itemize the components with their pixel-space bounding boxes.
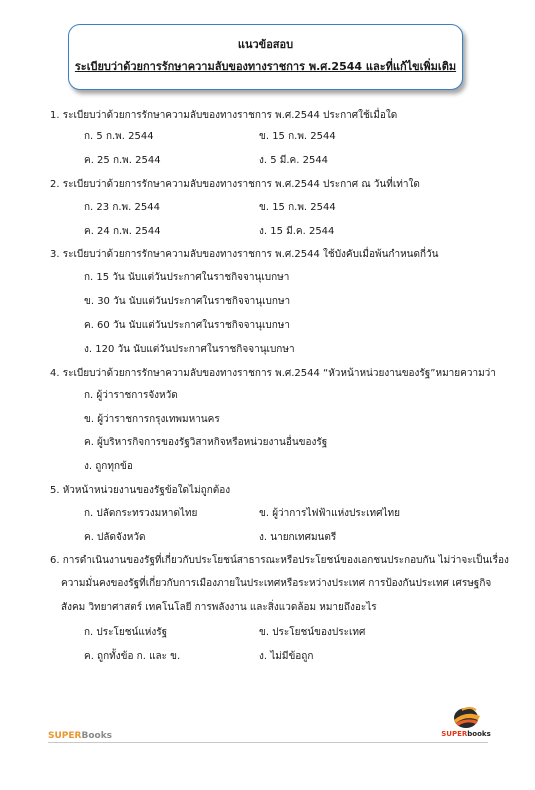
option-2a[interactable]: ก. 23 ก.พ. 2544 xyxy=(84,202,160,213)
option-1c[interactable]: ค. 25 ก.พ. 2544 xyxy=(84,155,161,166)
question-3: 3. ระเบียบว่าด้วยการรักษาความลับของทางราชการ พ.ศ.2544 ใช้บังคับเมื่อพ้นกำหนดกี่วัน xyxy=(50,249,439,260)
option-1b[interactable]: ข. 15 ก.พ. 2544 xyxy=(259,131,336,142)
option-2b[interactable]: ข. 15 ก.พ. 2544 xyxy=(259,202,336,213)
question-5: 5. หัวหน้าหน่วยงานของรัฐข้อใดไม่ถูกต้อง xyxy=(50,485,231,496)
superbooks-logo xyxy=(440,704,492,740)
question-4: 4. ระเบียบว่าด้วยการรักษาความลับของทางราชการ พ.ศ.2544 “หัวหน้าหน่วยงานของรัฐ”หมายความว่า xyxy=(50,368,496,379)
option-3a[interactable]: ก. 15 วัน นับแต่วันประกาศในราชกิจจานุเบกษา xyxy=(84,272,290,283)
option-1d[interactable]: ง. 5 มี.ค. 2544 xyxy=(259,155,329,166)
option-3c[interactable]: ค. 60 วัน นับแต่วันประกาศในราชกิจจานุเบกษา xyxy=(84,320,291,331)
footer-brand xyxy=(48,731,112,741)
option-2d[interactable]: ง. 15 มี.ค. 2544 xyxy=(259,226,335,237)
option-5b[interactable]: ข. ผู้ว่าการไฟฟ้าแห่งประเทศไทย xyxy=(259,508,400,519)
option-4a[interactable]: ก. ผู้ว่าราชการจังหวัด xyxy=(84,390,178,401)
option-4b[interactable]: ข. ผู้ว่าราชการกรุงเทพมหานคร xyxy=(84,414,220,425)
page-subtitle: ระเบียบว่าด้วยการรักษาความลับของทางราชการ พ.ศ.2544 และที่แก้ไขเพิ่มเติม xyxy=(74,60,457,73)
question-6-line-3: สังคม วิทยาศาสตร์ เทคโนโลยี การพลังงาน และสิ่งแวดล้อม หมายถึงอะไร xyxy=(61,602,377,613)
footer-brand-rest: Books xyxy=(81,731,113,741)
option-3b[interactable]: ข. 30 วัน นับแต่วันประกาศในราชกิจจานุเบกษา xyxy=(84,296,291,307)
option-6d[interactable]: ง. ไม่มีข้อถูก xyxy=(259,651,314,662)
logo-rest: books xyxy=(467,730,491,738)
logo-wordmark xyxy=(440,730,492,738)
option-6c[interactable]: ค. ถูกทั้งข้อ ก. และ ข. xyxy=(84,651,181,662)
option-4d[interactable]: ง. ถูกทุกข้อ xyxy=(84,461,133,472)
option-1a[interactable]: ก. 5 ก.พ. 2544 xyxy=(84,131,154,142)
page-title: แนวข้อสอบ xyxy=(237,38,294,51)
option-5d[interactable]: ง. นายกเทศมนตรี xyxy=(259,532,337,543)
option-6a[interactable]: ก. ประโยชน์แห่งรัฐ xyxy=(84,627,168,638)
option-5a[interactable]: ก. ปลัดกระทรวงมหาดไทย xyxy=(84,508,198,519)
book-stack-icon xyxy=(440,704,492,732)
option-4c[interactable]: ค. ผู้บริหารกิจการของรัฐวิสาหกิจหรือหน่วยงานอื่นของรัฐ xyxy=(84,437,328,448)
footer-brand-accent: SUPER xyxy=(48,731,82,741)
question-6-line-1: 6. การดำเนินงานของรัฐที่เกี่ยวกับประโยชน์สาธารณะหรือประโยชน์ของเอกชนประกอบกัน ไม่ว่าจะเป็นเรื่อง xyxy=(50,555,509,566)
question-2: 2. ระเบียบว่าด้วยการรักษาความลับของทางราชการ พ.ศ.2544 ประกาศ ณ วันที่เท่าใด xyxy=(50,179,420,190)
option-3d[interactable]: ง. 120 วัน นับแต่วันประกาศในราชกิจจานุเบกษา xyxy=(84,344,295,355)
logo-accent: SUPER xyxy=(441,730,468,738)
question-1: 1. ระเบียบว่าด้วยการรักษาความลับของทางราชการ พ.ศ.2544 ประกาศใช้เมื่อใด xyxy=(50,110,398,121)
question-6-line-2: ความมั่นคงของรัฐที่เกี่ยวกับการเมืองภายในประเทศหรือระหว่างประเทศ การป้องกันประเทศ เศรษฐกิจ xyxy=(61,578,492,589)
option-5c[interactable]: ค. ปลัดจังหวัด xyxy=(84,532,146,543)
option-2c[interactable]: ค. 24 ก.พ. 2544 xyxy=(84,226,161,237)
footer-divider xyxy=(48,742,488,743)
option-6b[interactable]: ข. ประโยชน์ของประเทศ xyxy=(259,627,366,638)
header-box xyxy=(68,24,463,90)
